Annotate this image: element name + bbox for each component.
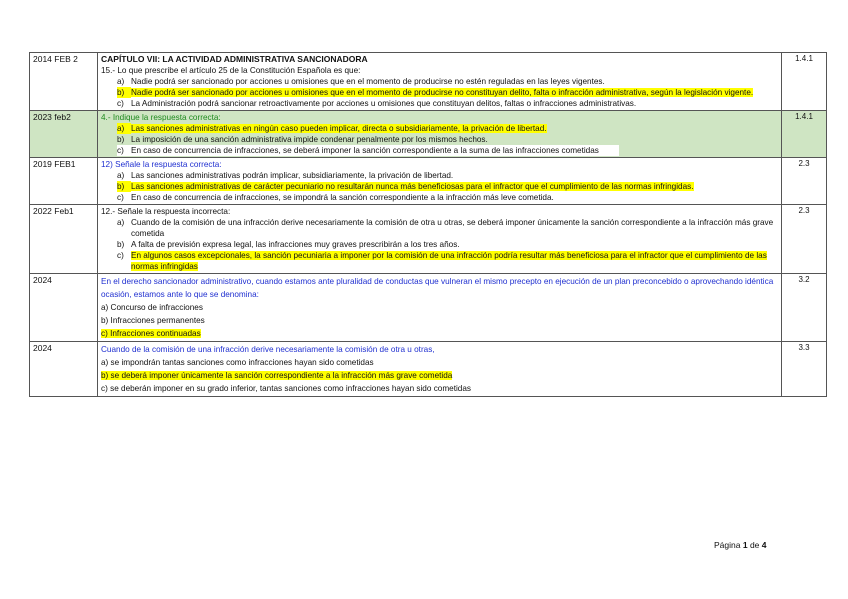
option-text: La imposición de una sanción administrativa impide condenar penalmente por los mismos hechos. xyxy=(131,135,488,144)
row-content xyxy=(98,53,782,111)
option-letter: b) xyxy=(117,135,125,144)
option xyxy=(101,76,778,87)
footer-page-total: 4 xyxy=(761,540,767,550)
row-content xyxy=(98,111,782,158)
option-letter: a) xyxy=(117,77,125,86)
row-code: 3.3 xyxy=(782,342,827,397)
row-year: 2023 feb2 xyxy=(30,111,98,158)
table-row xyxy=(30,158,827,205)
table-row xyxy=(30,205,827,274)
option-text: La Administración podrá sancionar retroactivamente por acciones u omisiones que constituyan delitos, faltas o infracciones administrativas. xyxy=(131,99,637,108)
option-text: En caso de concurrencia de infracciones, se impondrá la sanción correspondiente a la infracción más leve cometida. xyxy=(131,193,554,202)
row-year: 2024 xyxy=(30,342,98,397)
questions-table xyxy=(29,52,827,397)
option-text: En algunos casos excepcionales, la sanción pecuniaria a imponer por la comisión de una infracción podría resultar más beneficiosa para el infractor que el cumplimiento de las normas infringidas xyxy=(131,251,767,271)
option-text: Nadie podrá ser sancionado por acciones u omisiones que en el momento de producirse no constituyan delito, falta o infracción administrativa, según la legislación vigente. xyxy=(131,88,754,97)
option-letter: c) xyxy=(117,99,124,108)
option-correct xyxy=(101,250,778,272)
question-text: Cuando de la comisión de una infracción derive necesariamente la comisión de otra u otras, xyxy=(101,345,435,354)
option-text: En caso de concurrencia de infracciones, se deberá imponer la sanción correspondiente a la suma de las infracciones cometidas xyxy=(131,146,599,155)
table-row xyxy=(30,111,827,158)
row-year: 2022 Feb1 xyxy=(30,205,98,274)
option-letter: a) xyxy=(117,171,125,180)
option-letter: c) xyxy=(117,193,124,202)
row-code: 1.4.1 xyxy=(782,111,827,158)
option-text: Cuando de la comisión de una infracción derive necesariamente la comisión de otra u otras, se deberá imponer únicamente la sanción correspondiente a la infracción más grave cometida xyxy=(131,218,774,238)
row-year: 2014 FEB 2 xyxy=(30,53,98,111)
footer-page-number: 1 xyxy=(742,540,748,550)
option: c) se deberán imponer en su grado inferior, tantas sanciones como infracciones hayan sido cometidas xyxy=(101,384,472,393)
option-text: Nadie podrá ser sancionado por acciones u omisiones que en el momento de producirse no estén reguladas en las leyes vigentes. xyxy=(131,77,605,86)
row-code: 1.4.1 xyxy=(782,53,827,111)
option xyxy=(101,134,778,145)
option-text: Las sanciones administrativas podrán implicar, subsidiariamente, la privación de libertad. xyxy=(131,171,454,180)
footer-of: de xyxy=(749,540,760,550)
option xyxy=(101,192,778,203)
option xyxy=(101,145,778,156)
option-letter: c) xyxy=(117,251,124,260)
row-content xyxy=(98,158,782,205)
option xyxy=(101,217,778,239)
option-text: c) Infracciones continuadas xyxy=(101,329,201,338)
option-letter: b) xyxy=(117,181,131,192)
row-code: 2.3 xyxy=(782,205,827,274)
option-correct xyxy=(101,87,778,98)
footer-label: Página xyxy=(714,540,741,550)
option-text: b) se deberá imponer únicamente la sanción correspondiente a la infracción más grave cometida xyxy=(101,371,453,380)
question-text: 12) Señale la respuesta correcta: xyxy=(101,160,222,169)
option: a) se impondrán tantas sanciones como infracciones hayan sido cometidas xyxy=(101,358,374,367)
table-row xyxy=(30,274,827,342)
row-content xyxy=(98,342,782,397)
question-text: 15.- Lo que prescribe el artículo 25 de la Constitución Española es que: xyxy=(101,66,361,75)
question-text: 4.- Indique la respuesta correcta: xyxy=(101,113,221,122)
table-row xyxy=(30,53,827,111)
option-text: A falta de previsión expresa legal, las infracciones muy graves prescribirán a los tres años. xyxy=(131,240,460,249)
row-year: 2024 xyxy=(30,274,98,342)
option-text: Las sanciones administrativas de carácter pecuniario no resultarán nunca más beneficiosas para el infractor que el cumplimiento de las normas infringidas. xyxy=(131,182,694,191)
option-correct xyxy=(101,181,778,192)
row-content xyxy=(98,274,782,342)
option-letter: b) xyxy=(117,87,131,98)
row-content xyxy=(98,205,782,274)
option xyxy=(101,98,778,109)
table-row xyxy=(30,342,827,397)
row-code: 2.3 xyxy=(782,158,827,205)
option-letter: b) xyxy=(117,240,125,249)
option-letter: a) xyxy=(117,123,131,134)
option: a) Concurso de infracciones xyxy=(101,303,203,312)
option: b) Infracciones permanentes xyxy=(101,316,205,325)
row-year: 2019 FEB1 xyxy=(30,158,98,205)
question-text: 12.- Señale la respuesta incorrecta: xyxy=(101,207,231,216)
question-text: En el derecho sancionador administrativo, cuando estamos ante pluralidad de conductas que vulneran el mismo precepto en ejecución de un plan preconcebido o aprovechando idéntica ocasión, estamos ante lo que se denomina: xyxy=(101,277,774,299)
option-correct xyxy=(101,369,778,382)
chapter-title: CAPÍTULO VII: LA ACTIVIDAD ADMINISTRATIVA SANCIONADORA xyxy=(101,54,368,64)
option-text: Las sanciones administrativas en ningún caso pueden implicar, directa o subsidiariamente, la privación de libertad. xyxy=(131,124,547,133)
option xyxy=(101,170,778,181)
option-letter: c) xyxy=(117,146,124,155)
option-letter: a) xyxy=(117,218,125,227)
row-code: 3.2 xyxy=(782,274,827,342)
option-correct xyxy=(101,123,778,134)
option xyxy=(101,239,778,250)
page-footer xyxy=(714,540,767,550)
option-correct xyxy=(101,327,778,340)
